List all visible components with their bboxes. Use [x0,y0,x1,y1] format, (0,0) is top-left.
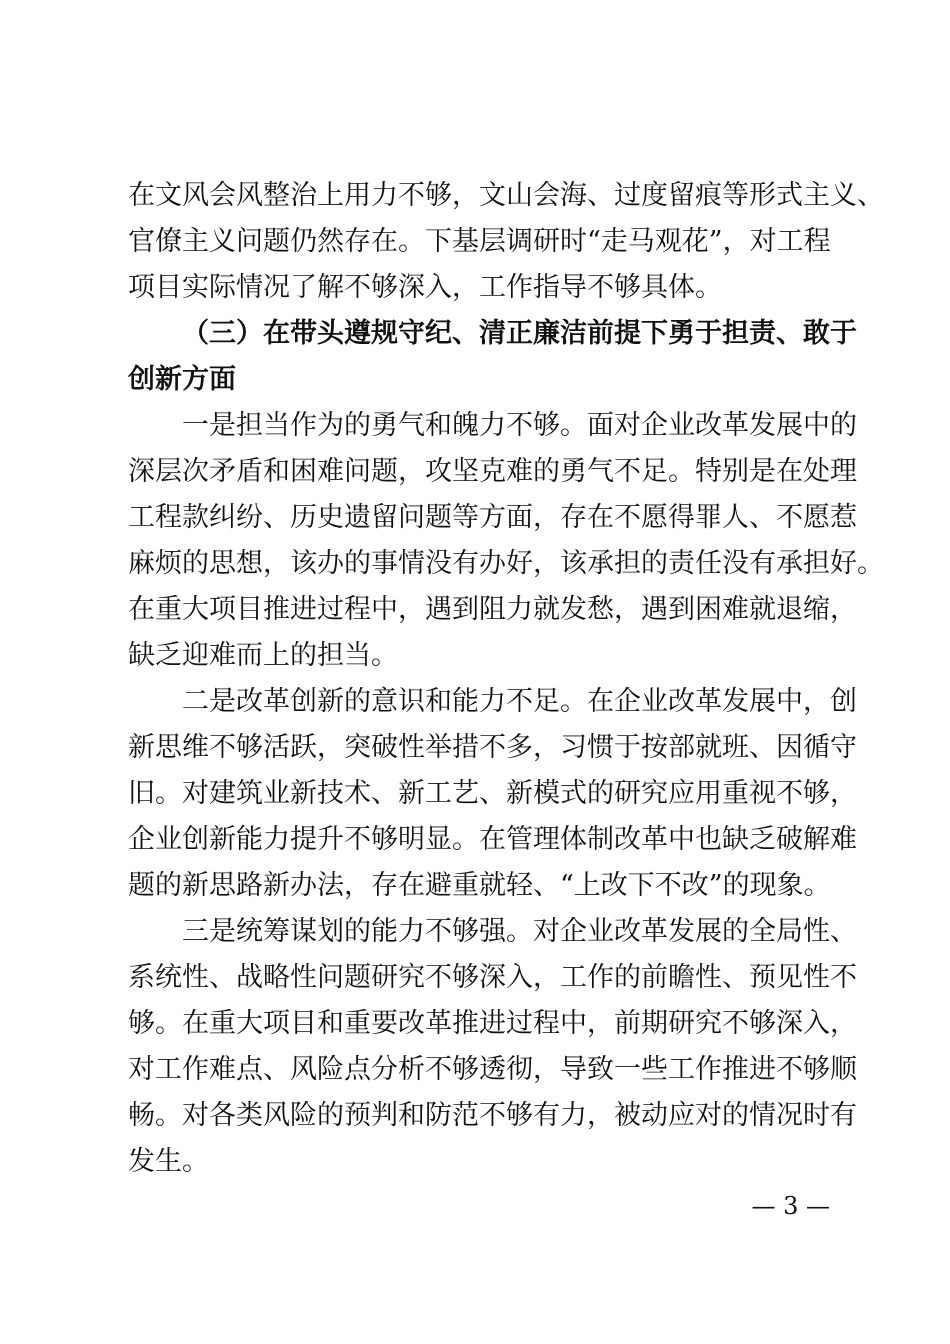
page-number: — 3 — [751,1192,830,1220]
paragraph-line: 企业创新能力提升不够明显。在管理体制改革中也缺乏破解难 [128,824,857,855]
paragraph-line: 一是担当作为的勇气和魄力不够。面对企业改革发展中的 [182,410,857,441]
paragraph-line: 三是统筹谋划的能力不够强。对企业改革发展的全局性、 [182,916,857,947]
paragraph-line: 系统性、战略性问题研究不够深入，工作的前瞻性、预见性不 [128,962,857,993]
paragraph-line: 对工作难点、风险点分析不够透彻，导致一些工作推进不够顺 [128,1054,857,1085]
paragraph-line: 项目实际情况了解不够深入，工作指导不够具体。 [128,272,722,303]
paragraph-line: 题的新思路新办法，存在避重就轻、“上改下不改”的现象。 [128,870,831,901]
paragraph-line: 旧。对建筑业新技术、新工艺、新模式的研究应用重视不够， [128,778,857,809]
paragraph-line: 官僚主义问题仍然存在。下基层调研时“走马观花”，对工程 [128,226,831,257]
paragraph-line: 够。在重大项目和重要改革推进过程中，前期研究不够深入， [128,1008,857,1039]
paragraph-line: 新思维不够活跃，突破性举措不多，习惯于按部就班、因循守 [128,732,857,763]
paragraph-line: 缺乏迎难而上的担当。 [128,640,398,671]
paragraph-line: 二是改革创新的意识和能力不足。在企业改革发展中，创 [182,686,857,717]
paragraph-line: 畅。对各类风险的预判和防范不够有力，被动应对的情况时有 [128,1100,857,1131]
paragraph-line: 麻烦的思想，该办的事情没有办好，该承担的责任没有承担好。 [128,548,884,579]
paragraph-line: 在文风会风整治上用力不够，文山会海、过度留痕等形式主义、 [128,180,884,211]
paragraph-line: 工程款纠纷、历史遗留问题等方面，存在不愿得罪人、不愿惹 [128,502,857,533]
paragraph-line: 深层次矛盾和困难问题，攻坚克难的勇气不足。特别是在处理 [128,456,857,487]
section-heading: （三）在带头遵规守纪、清正廉洁前提下勇于担责、敢于 [182,318,857,349]
section-heading: 创新方面 [128,364,236,395]
paragraph-line: 在重大项目推进过程中，遇到阻力就发愁，遇到困难就退缩， [128,594,857,625]
paragraph-line: 发生。 [128,1146,209,1177]
